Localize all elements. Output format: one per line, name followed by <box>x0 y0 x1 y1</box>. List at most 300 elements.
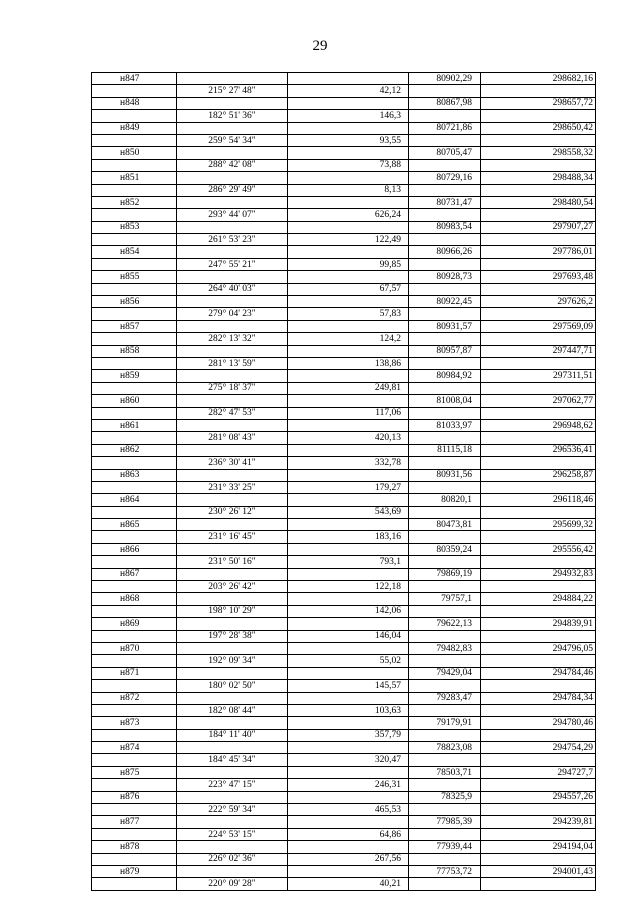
point-row <box>92 469 596 481</box>
direction-angle: 282° 13' 32" <box>177 333 288 345</box>
empty-cell <box>288 246 409 258</box>
direction-angle: 281° 08' 43" <box>177 432 288 444</box>
point-name: н872 <box>92 692 177 704</box>
segment-row <box>92 357 596 369</box>
empty-cell <box>481 258 596 270</box>
coord-y: 297569,09 <box>481 320 596 332</box>
coord-x: 80928,73 <box>409 271 481 283</box>
empty-cell <box>481 754 596 766</box>
empty-cell <box>288 841 409 853</box>
coord-x: 79757,1 <box>409 593 481 605</box>
coord-y: 297311,51 <box>481 370 596 382</box>
empty-cell <box>177 147 288 159</box>
empty-cell <box>409 779 481 791</box>
point-row <box>92 419 596 431</box>
point-row <box>92 395 596 407</box>
empty-cell <box>481 234 596 246</box>
point-row <box>92 73 596 85</box>
empty-cell <box>409 234 481 246</box>
empty-cell <box>288 642 409 654</box>
empty-cell <box>481 457 596 469</box>
empty-cell <box>177 172 288 184</box>
empty-cell <box>288 395 409 407</box>
empty-cell <box>177 221 288 233</box>
point-name: н850 <box>92 147 177 159</box>
empty-cell <box>288 593 409 605</box>
point-row <box>92 543 596 555</box>
empty-cell <box>481 134 596 146</box>
coord-x: 79482,83 <box>409 642 481 654</box>
point-name: н862 <box>92 444 177 456</box>
segment-length: 142,06 <box>288 605 409 617</box>
empty-cell <box>481 283 596 295</box>
segment-row <box>92 308 596 320</box>
segment-row <box>92 184 596 196</box>
direction-angle: 259° 54' 34" <box>177 134 288 146</box>
coord-y: 297907,27 <box>481 221 596 233</box>
segment-length: 99,85 <box>288 258 409 270</box>
coord-y: 297786,01 <box>481 246 596 258</box>
point-row <box>92 816 596 828</box>
segment-length: 246,31 <box>288 779 409 791</box>
empty-cell <box>409 481 481 493</box>
point-row <box>92 791 596 803</box>
segment-row <box>92 878 596 890</box>
coord-y: 296258,87 <box>481 469 596 481</box>
coord-y: 295556,42 <box>481 543 596 555</box>
empty-cell <box>481 85 596 97</box>
empty-cell <box>481 556 596 568</box>
coord-y: 298650,42 <box>481 122 596 134</box>
segment-length: 179,27 <box>288 481 409 493</box>
segment-row <box>92 333 596 345</box>
segment-row <box>92 457 596 469</box>
segment-row <box>92 729 596 741</box>
direction-angle: 281° 13' 59" <box>177 357 288 369</box>
empty-cell <box>409 704 481 716</box>
point-row <box>92 370 596 382</box>
empty-cell <box>92 506 177 518</box>
point-row <box>92 841 596 853</box>
empty-cell <box>177 618 288 630</box>
point-row <box>92 717 596 729</box>
segment-row <box>92 605 596 617</box>
coord-y: 294839,91 <box>481 618 596 630</box>
empty-cell <box>288 221 409 233</box>
coord-y: 294194,04 <box>481 841 596 853</box>
coordinates-table-body <box>92 73 596 891</box>
empty-cell <box>92 729 177 741</box>
coord-x: 80731,47 <box>409 196 481 208</box>
segment-row <box>92 159 596 171</box>
empty-cell <box>481 878 596 890</box>
coord-x: 77753,72 <box>409 866 481 878</box>
segment-length: 145,57 <box>288 680 409 692</box>
coord-x: 80721,86 <box>409 122 481 134</box>
point-name: н860 <box>92 395 177 407</box>
empty-cell <box>481 581 596 593</box>
empty-cell <box>409 531 481 543</box>
segment-length: 64,86 <box>288 828 409 840</box>
segment-row <box>92 209 596 221</box>
empty-cell <box>177 766 288 778</box>
empty-cell <box>92 258 177 270</box>
coord-x: 80966,26 <box>409 246 481 258</box>
empty-cell <box>409 110 481 122</box>
segment-row <box>92 680 596 692</box>
point-name: н854 <box>92 246 177 258</box>
coord-y: 294239,81 <box>481 816 596 828</box>
point-row <box>92 97 596 109</box>
coord-y: 298488,34 <box>481 172 596 184</box>
coord-x: 81115,18 <box>409 444 481 456</box>
empty-cell <box>409 457 481 469</box>
empty-cell <box>481 481 596 493</box>
empty-cell <box>481 655 596 667</box>
empty-cell <box>92 804 177 816</box>
segment-length: 465,53 <box>288 804 409 816</box>
direction-angle: 224° 53' 15" <box>177 828 288 840</box>
empty-cell <box>177 519 288 531</box>
empty-cell <box>92 828 177 840</box>
point-name: н870 <box>92 642 177 654</box>
coord-y: 298657,72 <box>481 97 596 109</box>
empty-cell <box>177 742 288 754</box>
segment-row <box>92 779 596 791</box>
empty-cell <box>409 209 481 221</box>
segment-row <box>92 655 596 667</box>
empty-cell <box>481 432 596 444</box>
coord-x: 80867,98 <box>409 97 481 109</box>
empty-cell <box>481 680 596 692</box>
empty-cell <box>409 655 481 667</box>
empty-cell <box>92 407 177 419</box>
empty-cell <box>92 878 177 890</box>
empty-cell <box>409 184 481 196</box>
direction-angle: 275° 18' 37" <box>177 382 288 394</box>
empty-cell <box>288 816 409 828</box>
point-row <box>92 742 596 754</box>
empty-cell <box>92 581 177 593</box>
empty-cell <box>92 655 177 667</box>
segment-length: 103,63 <box>288 704 409 716</box>
direction-angle: 184° 11' 40" <box>177 729 288 741</box>
empty-cell <box>288 345 409 357</box>
direction-angle: 226° 02' 36" <box>177 853 288 865</box>
empty-cell <box>288 618 409 630</box>
empty-cell <box>288 866 409 878</box>
coord-x: 78503,71 <box>409 766 481 778</box>
direction-angle: 231° 50' 16" <box>177 556 288 568</box>
empty-cell <box>177 642 288 654</box>
coord-x: 80983,54 <box>409 221 481 233</box>
empty-cell <box>409 605 481 617</box>
coord-x: 77985,39 <box>409 816 481 828</box>
coord-x: 80705,47 <box>409 147 481 159</box>
direction-angle: 261° 53' 23" <box>177 234 288 246</box>
empty-cell <box>92 85 177 97</box>
empty-cell <box>409 357 481 369</box>
coord-x: 80473,81 <box>409 519 481 531</box>
empty-cell <box>288 444 409 456</box>
empty-cell <box>409 581 481 593</box>
point-row <box>92 221 596 233</box>
empty-cell <box>177 494 288 506</box>
empty-cell <box>481 308 596 320</box>
point-row <box>92 122 596 134</box>
empty-cell <box>177 196 288 208</box>
coord-y: 298682,16 <box>481 73 596 85</box>
segment-length: 793,1 <box>288 556 409 568</box>
empty-cell <box>288 370 409 382</box>
segment-length: 57,83 <box>288 308 409 320</box>
coord-y: 296536,41 <box>481 444 596 456</box>
segment-row <box>92 134 596 146</box>
empty-cell <box>409 680 481 692</box>
point-name: н863 <box>92 469 177 481</box>
segment-length: 357,79 <box>288 729 409 741</box>
point-name: н866 <box>92 543 177 555</box>
coord-x: 79283,47 <box>409 692 481 704</box>
direction-angle: 231° 16' 45" <box>177 531 288 543</box>
coordinates-table <box>91 72 596 891</box>
segment-row <box>92 556 596 568</box>
empty-cell <box>481 407 596 419</box>
segment-length: 146,3 <box>288 110 409 122</box>
point-row <box>92 296 596 308</box>
empty-cell <box>92 556 177 568</box>
empty-cell <box>409 804 481 816</box>
coord-y: 294780,46 <box>481 717 596 729</box>
point-row <box>92 593 596 605</box>
point-row <box>92 568 596 580</box>
segment-length: 8,13 <box>288 184 409 196</box>
empty-cell <box>481 110 596 122</box>
empty-cell <box>177 568 288 580</box>
empty-cell <box>288 73 409 85</box>
empty-cell <box>92 457 177 469</box>
empty-cell <box>481 605 596 617</box>
empty-cell <box>481 159 596 171</box>
point-name: н864 <box>92 494 177 506</box>
empty-cell <box>177 97 288 109</box>
empty-cell <box>481 779 596 791</box>
direction-angle: 198° 10' 29" <box>177 605 288 617</box>
point-name: н867 <box>92 568 177 580</box>
segment-row <box>92 110 596 122</box>
empty-cell <box>481 828 596 840</box>
point-name: н852 <box>92 196 177 208</box>
segment-row <box>92 432 596 444</box>
segment-length: 93,55 <box>288 134 409 146</box>
point-row <box>92 196 596 208</box>
coord-x: 80984,92 <box>409 370 481 382</box>
segment-row <box>92 754 596 766</box>
segment-length: 40,21 <box>288 878 409 890</box>
point-row <box>92 345 596 357</box>
coord-x: 78823,08 <box>409 742 481 754</box>
coord-y: 294557,26 <box>481 791 596 803</box>
direction-angle: 184° 45' 34" <box>177 754 288 766</box>
point-row <box>92 618 596 630</box>
empty-cell <box>288 419 409 431</box>
point-row <box>92 147 596 159</box>
point-name: н871 <box>92 667 177 679</box>
point-row <box>92 766 596 778</box>
coord-y: 294796,05 <box>481 642 596 654</box>
segment-row <box>92 704 596 716</box>
empty-cell <box>409 432 481 444</box>
coord-x: 77939,44 <box>409 841 481 853</box>
coord-y: 297626,2 <box>481 296 596 308</box>
empty-cell <box>409 754 481 766</box>
point-name: н848 <box>92 97 177 109</box>
empty-cell <box>409 828 481 840</box>
point-name: н847 <box>92 73 177 85</box>
segment-length: 267,56 <box>288 853 409 865</box>
point-name: н861 <box>92 419 177 431</box>
point-name: н857 <box>92 320 177 332</box>
empty-cell <box>409 853 481 865</box>
coord-y: 294784,34 <box>481 692 596 704</box>
coord-y: 294884,22 <box>481 593 596 605</box>
segment-length: 543,69 <box>288 506 409 518</box>
direction-angle: 182° 08' 44" <box>177 704 288 716</box>
segment-length: 138,86 <box>288 357 409 369</box>
empty-cell <box>481 184 596 196</box>
empty-cell <box>177 122 288 134</box>
coord-x: 79622,13 <box>409 618 481 630</box>
empty-cell <box>177 791 288 803</box>
empty-cell <box>481 382 596 394</box>
coord-x: 79179,91 <box>409 717 481 729</box>
empty-cell <box>177 395 288 407</box>
segment-row <box>92 506 596 518</box>
empty-cell <box>92 110 177 122</box>
empty-cell <box>481 333 596 345</box>
direction-angle: 279° 04' 23" <box>177 308 288 320</box>
empty-cell <box>288 97 409 109</box>
coord-y: 298480,54 <box>481 196 596 208</box>
empty-cell <box>409 283 481 295</box>
point-name: н859 <box>92 370 177 382</box>
coord-y: 296118,46 <box>481 494 596 506</box>
segment-row <box>92 804 596 816</box>
point-name: н856 <box>92 296 177 308</box>
empty-cell <box>177 419 288 431</box>
segment-length: 73,88 <box>288 159 409 171</box>
empty-cell <box>177 816 288 828</box>
point-row <box>92 692 596 704</box>
empty-cell <box>92 308 177 320</box>
direction-angle: 197° 28' 38" <box>177 630 288 642</box>
point-row <box>92 866 596 878</box>
coord-y: 296948,62 <box>481 419 596 431</box>
point-name: н874 <box>92 742 177 754</box>
empty-cell <box>177 444 288 456</box>
empty-cell <box>288 296 409 308</box>
point-name: н879 <box>92 866 177 878</box>
direction-angle: 288° 42' 08" <box>177 159 288 171</box>
empty-cell <box>288 320 409 332</box>
direction-angle: 215° 27' 48" <box>177 85 288 97</box>
empty-cell <box>409 258 481 270</box>
segment-length: 146,04 <box>288 630 409 642</box>
coord-x: 78325,9 <box>409 791 481 803</box>
coord-x: 80820,1 <box>409 494 481 506</box>
empty-cell <box>92 184 177 196</box>
empty-cell <box>288 692 409 704</box>
coord-y: 294001,43 <box>481 866 596 878</box>
empty-cell <box>92 357 177 369</box>
segment-length: 124,2 <box>288 333 409 345</box>
segment-row <box>92 853 596 865</box>
segment-length: 67,57 <box>288 283 409 295</box>
coord-y: 294727,7 <box>481 766 596 778</box>
point-row <box>92 246 596 258</box>
coord-y: 297693,48 <box>481 271 596 283</box>
coord-x: 80922,45 <box>409 296 481 308</box>
empty-cell <box>92 333 177 345</box>
empty-cell <box>409 85 481 97</box>
empty-cell <box>92 704 177 716</box>
empty-cell <box>92 432 177 444</box>
empty-cell <box>177 866 288 878</box>
direction-angle: 192° 09' 34" <box>177 655 288 667</box>
empty-cell <box>92 531 177 543</box>
empty-cell <box>409 878 481 890</box>
coord-x: 81008,04 <box>409 395 481 407</box>
empty-cell <box>177 717 288 729</box>
empty-cell <box>288 469 409 481</box>
coord-y: 297447,71 <box>481 345 596 357</box>
direction-angle: 231° 33' 25" <box>177 481 288 493</box>
segment-row <box>92 828 596 840</box>
segment-row <box>92 481 596 493</box>
point-row <box>92 667 596 679</box>
empty-cell <box>177 320 288 332</box>
empty-cell <box>177 271 288 283</box>
empty-cell <box>288 791 409 803</box>
empty-cell <box>92 680 177 692</box>
empty-cell <box>92 159 177 171</box>
point-row <box>92 642 596 654</box>
segment-length: 42,12 <box>288 85 409 97</box>
empty-cell <box>481 704 596 716</box>
empty-cell <box>288 568 409 580</box>
point-name: н858 <box>92 345 177 357</box>
point-name: н875 <box>92 766 177 778</box>
point-row <box>92 271 596 283</box>
empty-cell <box>409 630 481 642</box>
point-row <box>92 320 596 332</box>
direction-angle: 223° 47' 15" <box>177 779 288 791</box>
direction-angle: 264° 40' 03" <box>177 283 288 295</box>
direction-angle: 282° 47' 53" <box>177 407 288 419</box>
empty-cell <box>288 766 409 778</box>
empty-cell <box>177 469 288 481</box>
empty-cell <box>481 729 596 741</box>
coord-y: 297062,77 <box>481 395 596 407</box>
segment-row <box>92 581 596 593</box>
empty-cell <box>288 147 409 159</box>
coord-x: 81033,97 <box>409 419 481 431</box>
empty-cell <box>481 630 596 642</box>
point-name: н876 <box>92 791 177 803</box>
coord-y: 295699,32 <box>481 519 596 531</box>
coord-x: 79869,19 <box>409 568 481 580</box>
direction-angle: 236° 30' 41" <box>177 457 288 469</box>
